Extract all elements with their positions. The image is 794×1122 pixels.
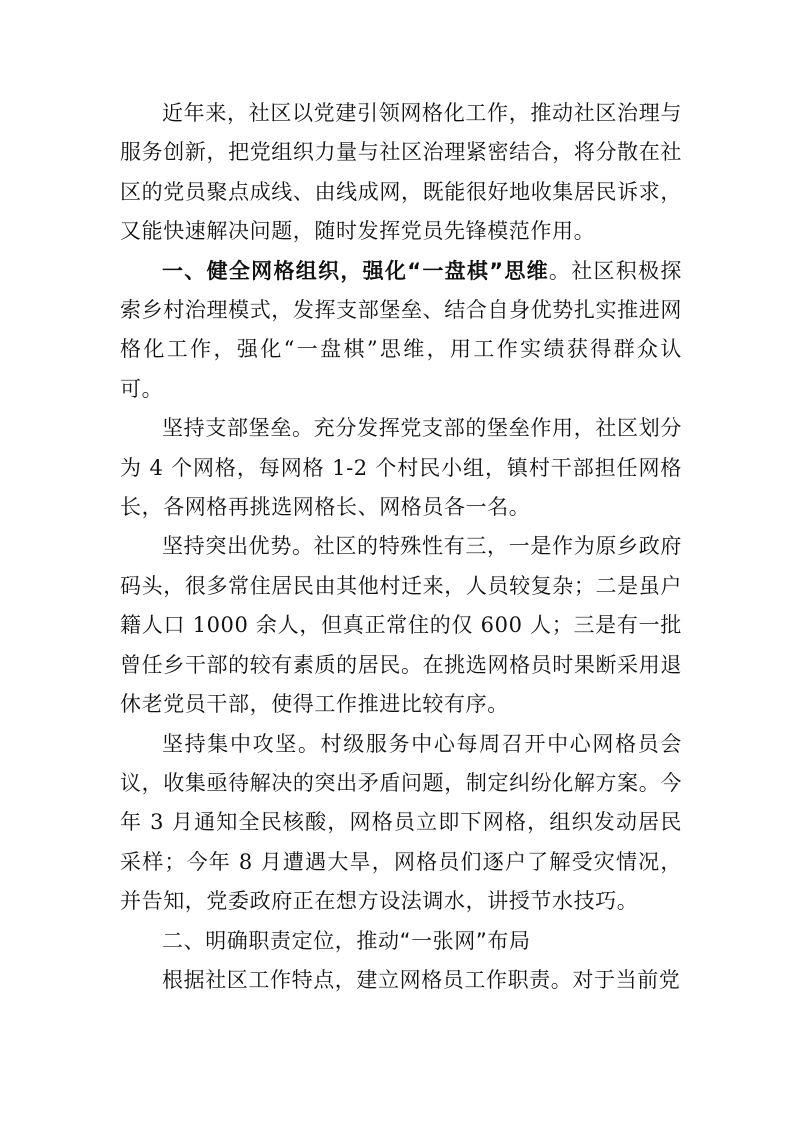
section-one-body: 。社区积极探索乡村治理模式，发挥支部堡垒、结合自身优势扎实推进网格化工作，强化“一盘棋”思维，用工作实绩获得群众认可。 [120,258,682,401]
paragraph-intro: 近年来，社区以党建引领网格化工作，推动社区治理与服务创新，把党组织力量与社区治理紧密结合，将分散在社区的党员聚点成线、由线成网，既能很好地收集居民诉求， 又能快速解决问题，随时发挥党员先锋模范作用。 [120,101,682,244]
document-page [120,94,682,1000]
paragraph-branch-fortress: 坚持支部堡垒。充分发挥党支部的堡垒作用，社区划分为 4 个网格，每网格 1-2 个村民小组，镇村干部担任网格长，各网格再挑选网格长、网格员各一名。 [120,416,682,520]
paragraph-section-one [120,252,682,410]
paragraph-responsibilities: 根据社区工作特点，建立网格员工作职责。对于当前党 [162,967,681,992]
section-heading-two: 二、明确职责定位，推动“一张网”布局 [162,928,531,953]
paragraph-concentrated-effort: 坚持集中攻坚。村级服务中心每周召开中心网格员会议，收集亟待解决的突出矛盾问题，制定纠纷化解方案。今年 3 月通知全民核酸，网格员立即下网格，组织发动居民采样；今年 8 月遭遇大旱，网格员们逐户了解受灾情况，并告知，党委政府正在想方设法调水，讲授节水技巧。 [120,731,682,914]
section-heading-one: 一、健全网格组织，强化“一盘棋”思维 [162,258,549,283]
paragraph-advantages: 坚持突出优势。社区的特殊性有三，一是作为原乡政府码头，很多常住居民由其他村迁来，人员较复杂；二是虽户籍人口 1000 余人，但真正常住的仅 600 人；三是有一批曾任乡干部的较有素质的居民。在挑选网格员时果断采用退休老党员干部，使得工作推进比较有序。 [120,534,682,717]
